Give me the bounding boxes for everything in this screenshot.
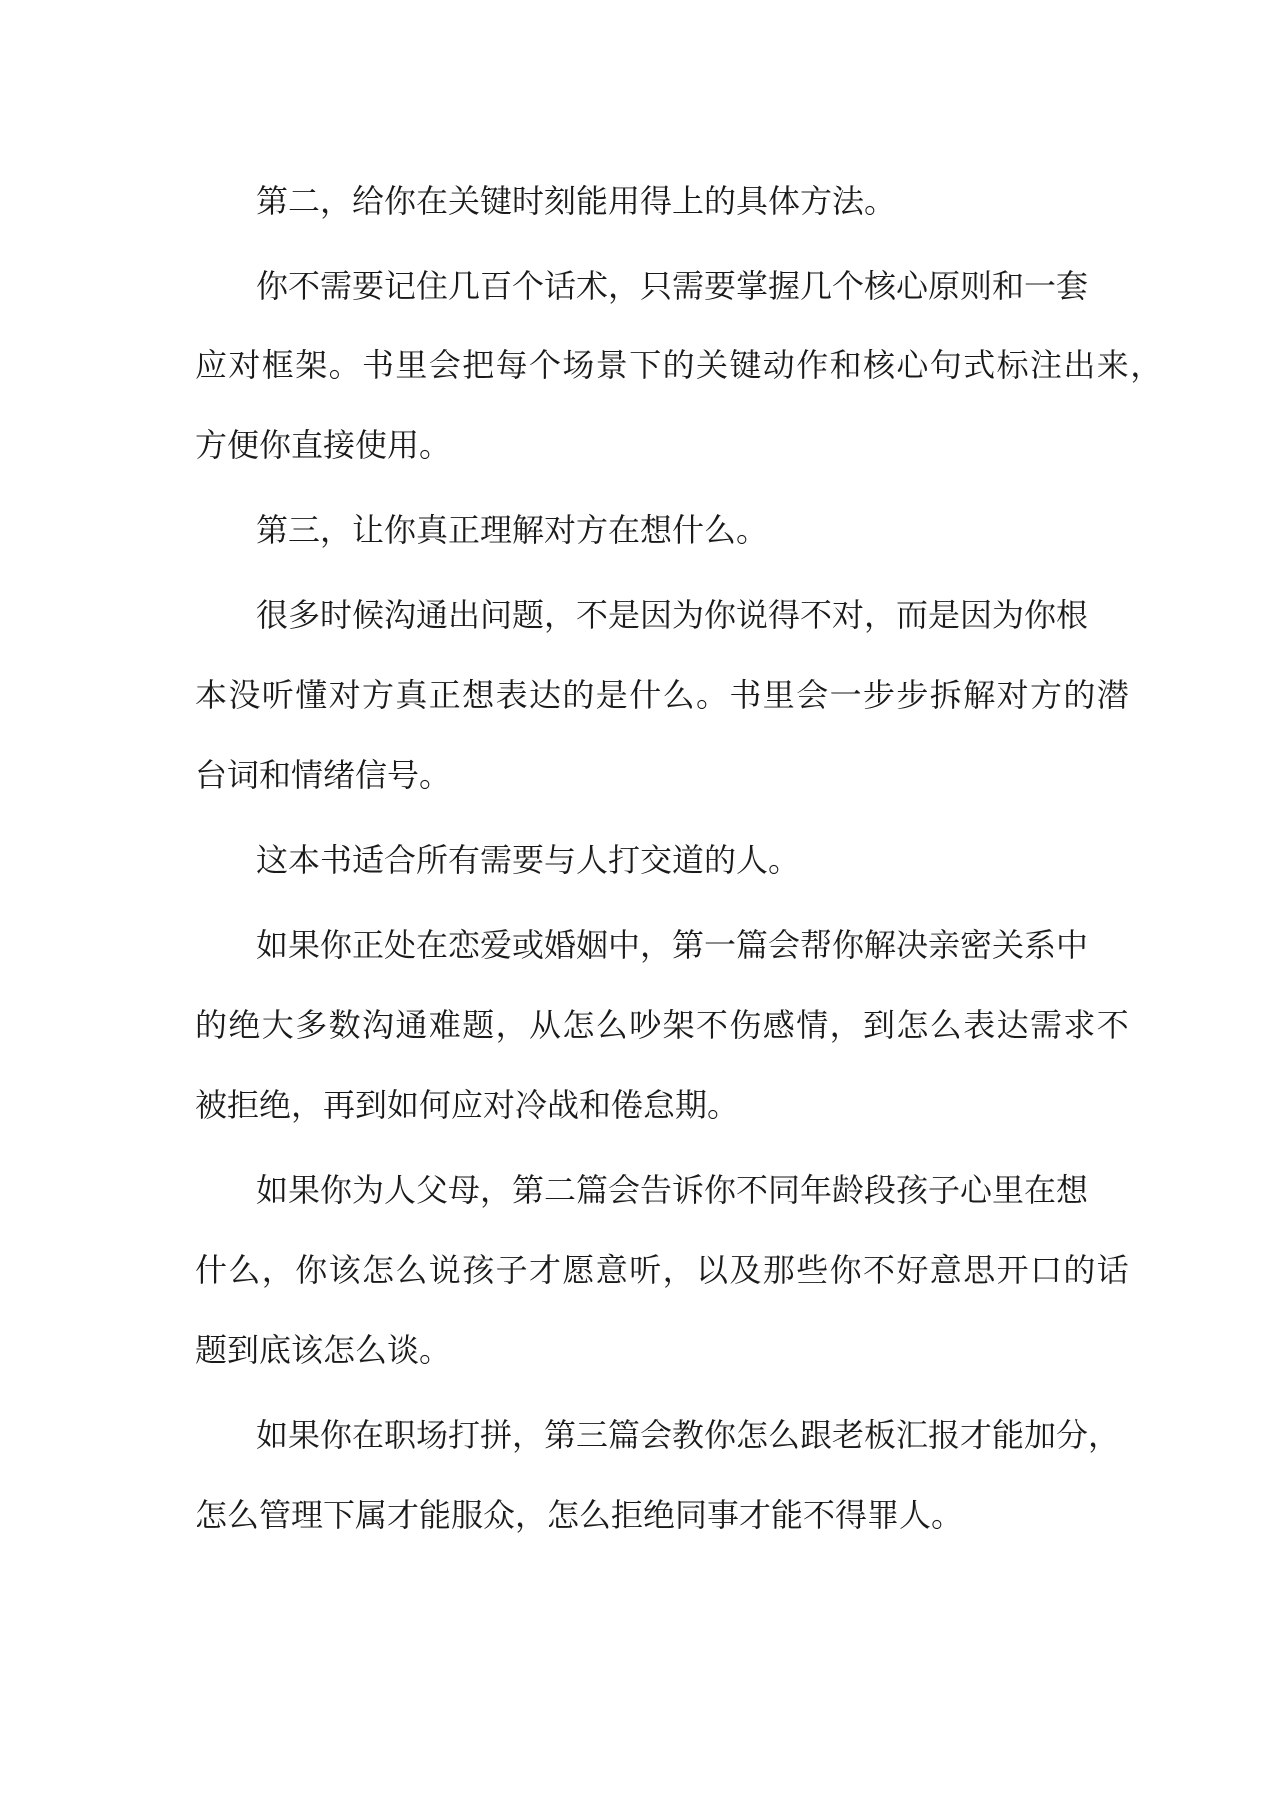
paragraph-line: 的绝大多数沟通难题，从怎么吵架不伤感情，到怎么表达需求不: [195, 1006, 1131, 1044]
paragraph-line: 第三，让你真正理解对方在想什么。: [256, 511, 769, 549]
paragraph-line: 你不需要记住几百个话术，只需要掌握几个核心原则和一套: [256, 267, 1089, 305]
paragraph-line: 这本书适合所有需要与人打交道的人。: [256, 841, 801, 879]
paragraph-line: 如果你正处在恋爱或婚姻中，第一篇会帮你解决亲密关系中: [256, 926, 1089, 964]
paragraph-line: 台词和情绪信号。: [195, 756, 452, 794]
paragraph-line: 本没听懂对方真正想表达的是什么。书里会一步步拆解对方的潜: [195, 676, 1131, 714]
paragraph-line: 题到底该怎么谈。: [195, 1331, 452, 1369]
paragraph-line: 如果你在职场打拼，第三篇会教你怎么跟老板汇报才能加分，: [256, 1416, 1121, 1454]
paragraph-line: 应对框架。书里会把每个场景下的关键动作和核心句式标注出来，: [195, 346, 1164, 384]
paragraph-line: 方便你直接使用。: [195, 426, 452, 464]
paragraph-line: 如果你为人父母，第二篇会告诉你不同年龄段孩子心里在想: [256, 1171, 1089, 1209]
paragraph-line: 很多时候沟通出问题，不是因为你说得不对，而是因为你根: [256, 596, 1089, 634]
paragraph-line: 第二，给你在关键时刻能用得上的具体方法。: [256, 182, 897, 220]
paragraph-line: 被拒绝，再到如何应对冷战和倦怠期。: [195, 1086, 740, 1124]
paragraph-line: 怎么管理下属才能服众，怎么拒绝同事才能不得罪人。: [195, 1496, 964, 1534]
paragraph-line: 什么，你该怎么说孩子才愿意听，以及那些你不好意思开口的话: [195, 1251, 1131, 1289]
